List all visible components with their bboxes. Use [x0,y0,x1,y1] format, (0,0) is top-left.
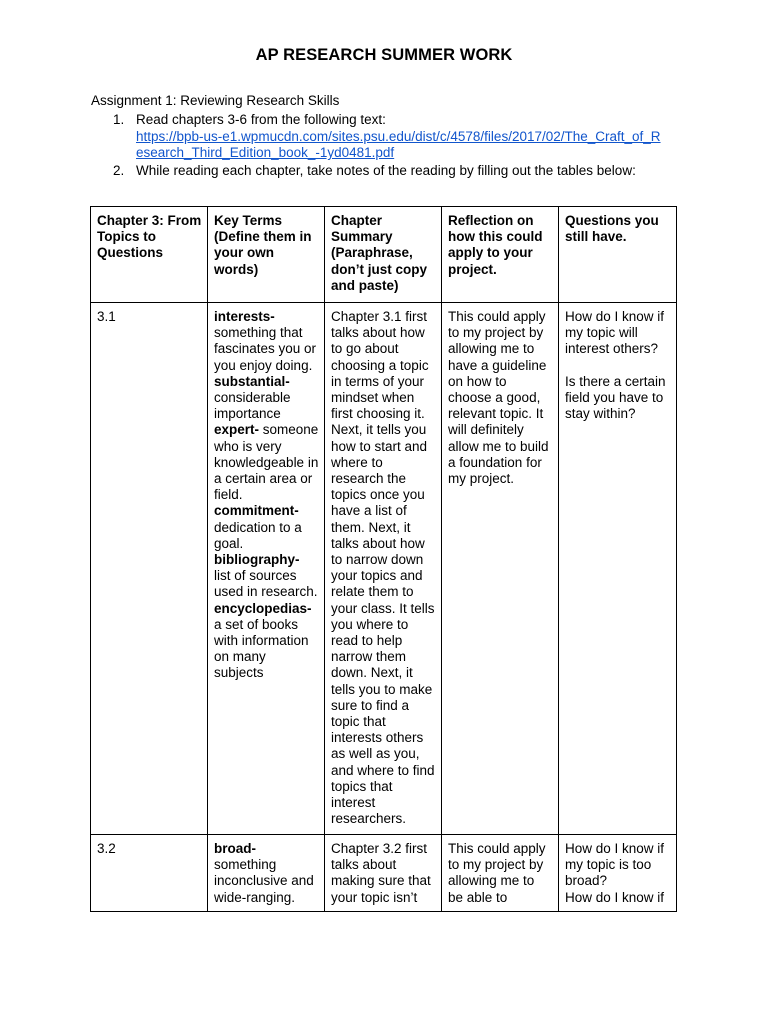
header-reflection: Reflection on how this could apply to your project. [442,207,559,303]
question: Is there a certain field you have to stay within? [565,373,666,422]
term: bibliography- [214,552,300,568]
assignment-heading: Assignment 1: Reviewing Research Skills [91,93,340,108]
page-title: AP RESEARCH SUMMER WORK [255,46,513,64]
question: How do I know if my topic will interest others? [565,309,665,357]
table-row [91,835,677,912]
instruction-text: Read chapters 3-6 from the following text: [136,112,386,127]
term: encyclopedias- [214,600,312,616]
instruction-number: 2. [113,162,125,178]
instruction-item [91,163,691,180]
terms-cell [208,835,325,912]
header-key-terms: Key Terms (Define them in your own words) [208,207,325,303]
table-header-row [91,207,677,303]
definition: something inconclusive and wide-ranging. [214,857,314,905]
text-link[interactable]: https://bpb-us-e1.wpmucdn.com/sites.psu.edu/dist/c/4578/files/2017/02/The_Craft_of_R esearch_Third_Edition_book_-1yd0481.pdf [136,128,661,160]
instruction-text: While reading each chapter, take notes of the reading by filling out the tables below: [136,162,636,178]
definition: someone who is very knowledgeable in a certain area or field. [214,422,319,503]
summary-cell: Chapter 3.2 first talks about making sure that your topic isn’t [325,835,442,912]
definition: considerable importance [214,390,291,422]
summary-cell: Chapter 3.1 first talks about how to go about choosing a topic in terms of your mindset when first choosing it. Next, it tells you how to start and where to research the topics once you have a list of them. Next, it talks about how to narrow down your topics and relate them to your class. It tells you where to read to help narrow them down. Next, it tells you to make sure to find a topic that interests others as well as you, and where to find topics that interest researchers. [325,303,442,835]
question: How do I know if [565,889,665,905]
definition: a set of books with information on many subjects [214,616,309,681]
question: How do I know if my topic is too broad? [565,841,665,889]
header-chapter: Chapter 3: From Topics to Questions [91,207,208,303]
header-questions: Questions you still have. [559,207,677,303]
instruction-list [91,112,691,179]
terms-cell [208,303,325,835]
term: interests- [214,309,275,324]
questions-cell [559,303,677,835]
table-row [91,303,677,835]
reflection-cell: This could apply to my project by allowing me to have a guideline on how to choose a good, relevant topic. It will definitely allow me to build a foundation for my project. [442,303,559,835]
reflection-cell: This could apply to my project by allowing me to be able to [442,835,559,912]
term: substantial- [214,373,290,389]
term: expert- [214,422,260,438]
section-cell: 3.2 [91,835,208,912]
definition: dedication to a goal. [214,519,302,551]
notes-table [90,206,677,912]
section-cell: 3.1 [91,303,208,835]
header-summary: Chapter Summary (Paraphrase, don’t just copy and paste) [325,207,442,303]
instruction-number: 1. [113,112,125,127]
term: commitment- [214,503,299,519]
definition: something that fascinates you or you enjoy doing. [214,325,317,373]
instruction-item [91,112,691,162]
term: broad- [214,841,256,856]
questions-cell [559,835,677,912]
definition: list of sources used in research. [214,568,318,600]
